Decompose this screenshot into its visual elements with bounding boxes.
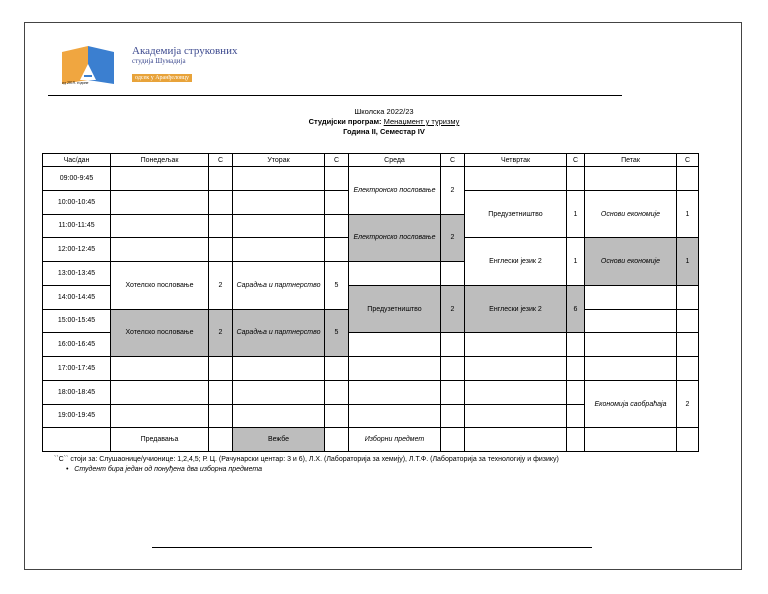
time-cell: 15:00-15:45	[43, 309, 111, 333]
thu-course-3: Енглески језик 2	[465, 285, 567, 333]
elective-note-text: Студент бира један од понуђена два изборна предмета	[74, 466, 263, 473]
header-rule	[48, 95, 622, 96]
legend-exercises: Вежбе	[233, 428, 325, 452]
thu-course-1: Предузетништво	[465, 190, 567, 238]
thu-room-3: 6	[567, 285, 585, 333]
thu-course-2: Енглески језик 2	[465, 238, 567, 286]
institution-name-block	[132, 46, 237, 84]
institution-subname: студија Шумадија	[132, 57, 186, 65]
wed-room-1: 2	[441, 167, 465, 215]
tue-course-1: Сарадња и партнерство	[233, 262, 325, 310]
col-header: С	[677, 154, 699, 167]
wed-room-2: 2	[441, 214, 465, 262]
time-cell: 14:00-14:45	[43, 285, 111, 309]
col-header: Час/дан	[43, 154, 111, 167]
col-header: Понедељак	[111, 154, 209, 167]
col-header: Уторак	[233, 154, 325, 167]
wed-course-1: Електронско пословање	[349, 167, 441, 215]
table-row	[43, 167, 699, 191]
time-cell: 17:00-17:45	[43, 357, 111, 381]
thu-room-2: 1	[567, 238, 585, 286]
logo-caption: од 2019. године	[62, 80, 89, 85]
time-cell: 12:00-12:45	[43, 238, 111, 262]
time-cell: 13:00-13:45	[43, 262, 111, 286]
institution-tag: одсек у Аранђеловцу	[132, 74, 192, 82]
wed-course-2: Електронско пословање	[349, 214, 441, 262]
study-program	[0, 117, 768, 127]
col-header: Четвртак	[465, 154, 567, 167]
schedule-table	[42, 153, 699, 452]
time-cell: 19:00-19:45	[43, 404, 111, 428]
col-header: С	[441, 154, 465, 167]
legend-lectures: Предавања	[111, 428, 209, 452]
fri-course-1: Основи економије	[585, 190, 677, 238]
signature-line	[152, 547, 592, 548]
fri-course-2: Основи економије	[585, 238, 677, 286]
school-year: Школска 2022/23	[354, 107, 414, 116]
institution-name: Академија струковних	[132, 45, 238, 57]
legend-electives: Изборни предмет	[349, 428, 441, 452]
time-cell: 18:00-18:45	[43, 380, 111, 404]
thu-room-1: 1	[567, 190, 585, 238]
time-cell: 11:00-11:45	[43, 214, 111, 238]
fri-room-1: 1	[677, 190, 699, 238]
bullet-icon: •	[66, 466, 69, 473]
room-legend-note: ``С`` стоји за: Слушаонице/учионице: 1,2,4,5; Р. Ц. (Рачунарски центар: 3 и 6), Л.Х. (Лабораторија за хемију), Л.Т.Ф. (Лабораторија за технологију и физику)	[54, 456, 559, 463]
time-cell: 09:00-9:45	[43, 167, 111, 191]
mon-room-1: 2	[209, 262, 233, 310]
mon-course-1: Хотелско пословање	[111, 262, 209, 310]
year-semester: Година II, Семестар IV	[343, 127, 425, 136]
col-header: С	[567, 154, 585, 167]
tue-room-2: 5	[325, 309, 349, 357]
tue-room-1: 5	[325, 262, 349, 310]
col-header: С	[325, 154, 349, 167]
program-value: Менаџмент у туризму	[383, 117, 460, 126]
fri-course-3: Економија саобраћаја	[585, 380, 677, 428]
col-header: Среда	[349, 154, 441, 167]
table-row	[43, 357, 699, 381]
mon-room-2: 2	[209, 309, 233, 357]
wed-course-3: Предузетништво	[349, 285, 441, 333]
fri-room-3: 2	[677, 380, 699, 428]
time-cell: 16:00-16:45	[43, 333, 111, 357]
col-header: Петак	[585, 154, 677, 167]
mon-course-2: Хотелско пословање	[111, 309, 209, 357]
tue-course-2: Сарадња и партнерство	[233, 309, 325, 357]
program-label: Студијски програм:	[308, 117, 382, 126]
legend-row	[43, 428, 699, 452]
col-header: С	[209, 154, 233, 167]
table-header-row	[43, 154, 699, 167]
time-cell: 10:00-10:45	[43, 190, 111, 214]
fri-room-2: 1	[677, 238, 699, 286]
elective-note	[66, 465, 262, 475]
table-row	[43, 380, 699, 404]
wed-room-3: 2	[441, 285, 465, 333]
